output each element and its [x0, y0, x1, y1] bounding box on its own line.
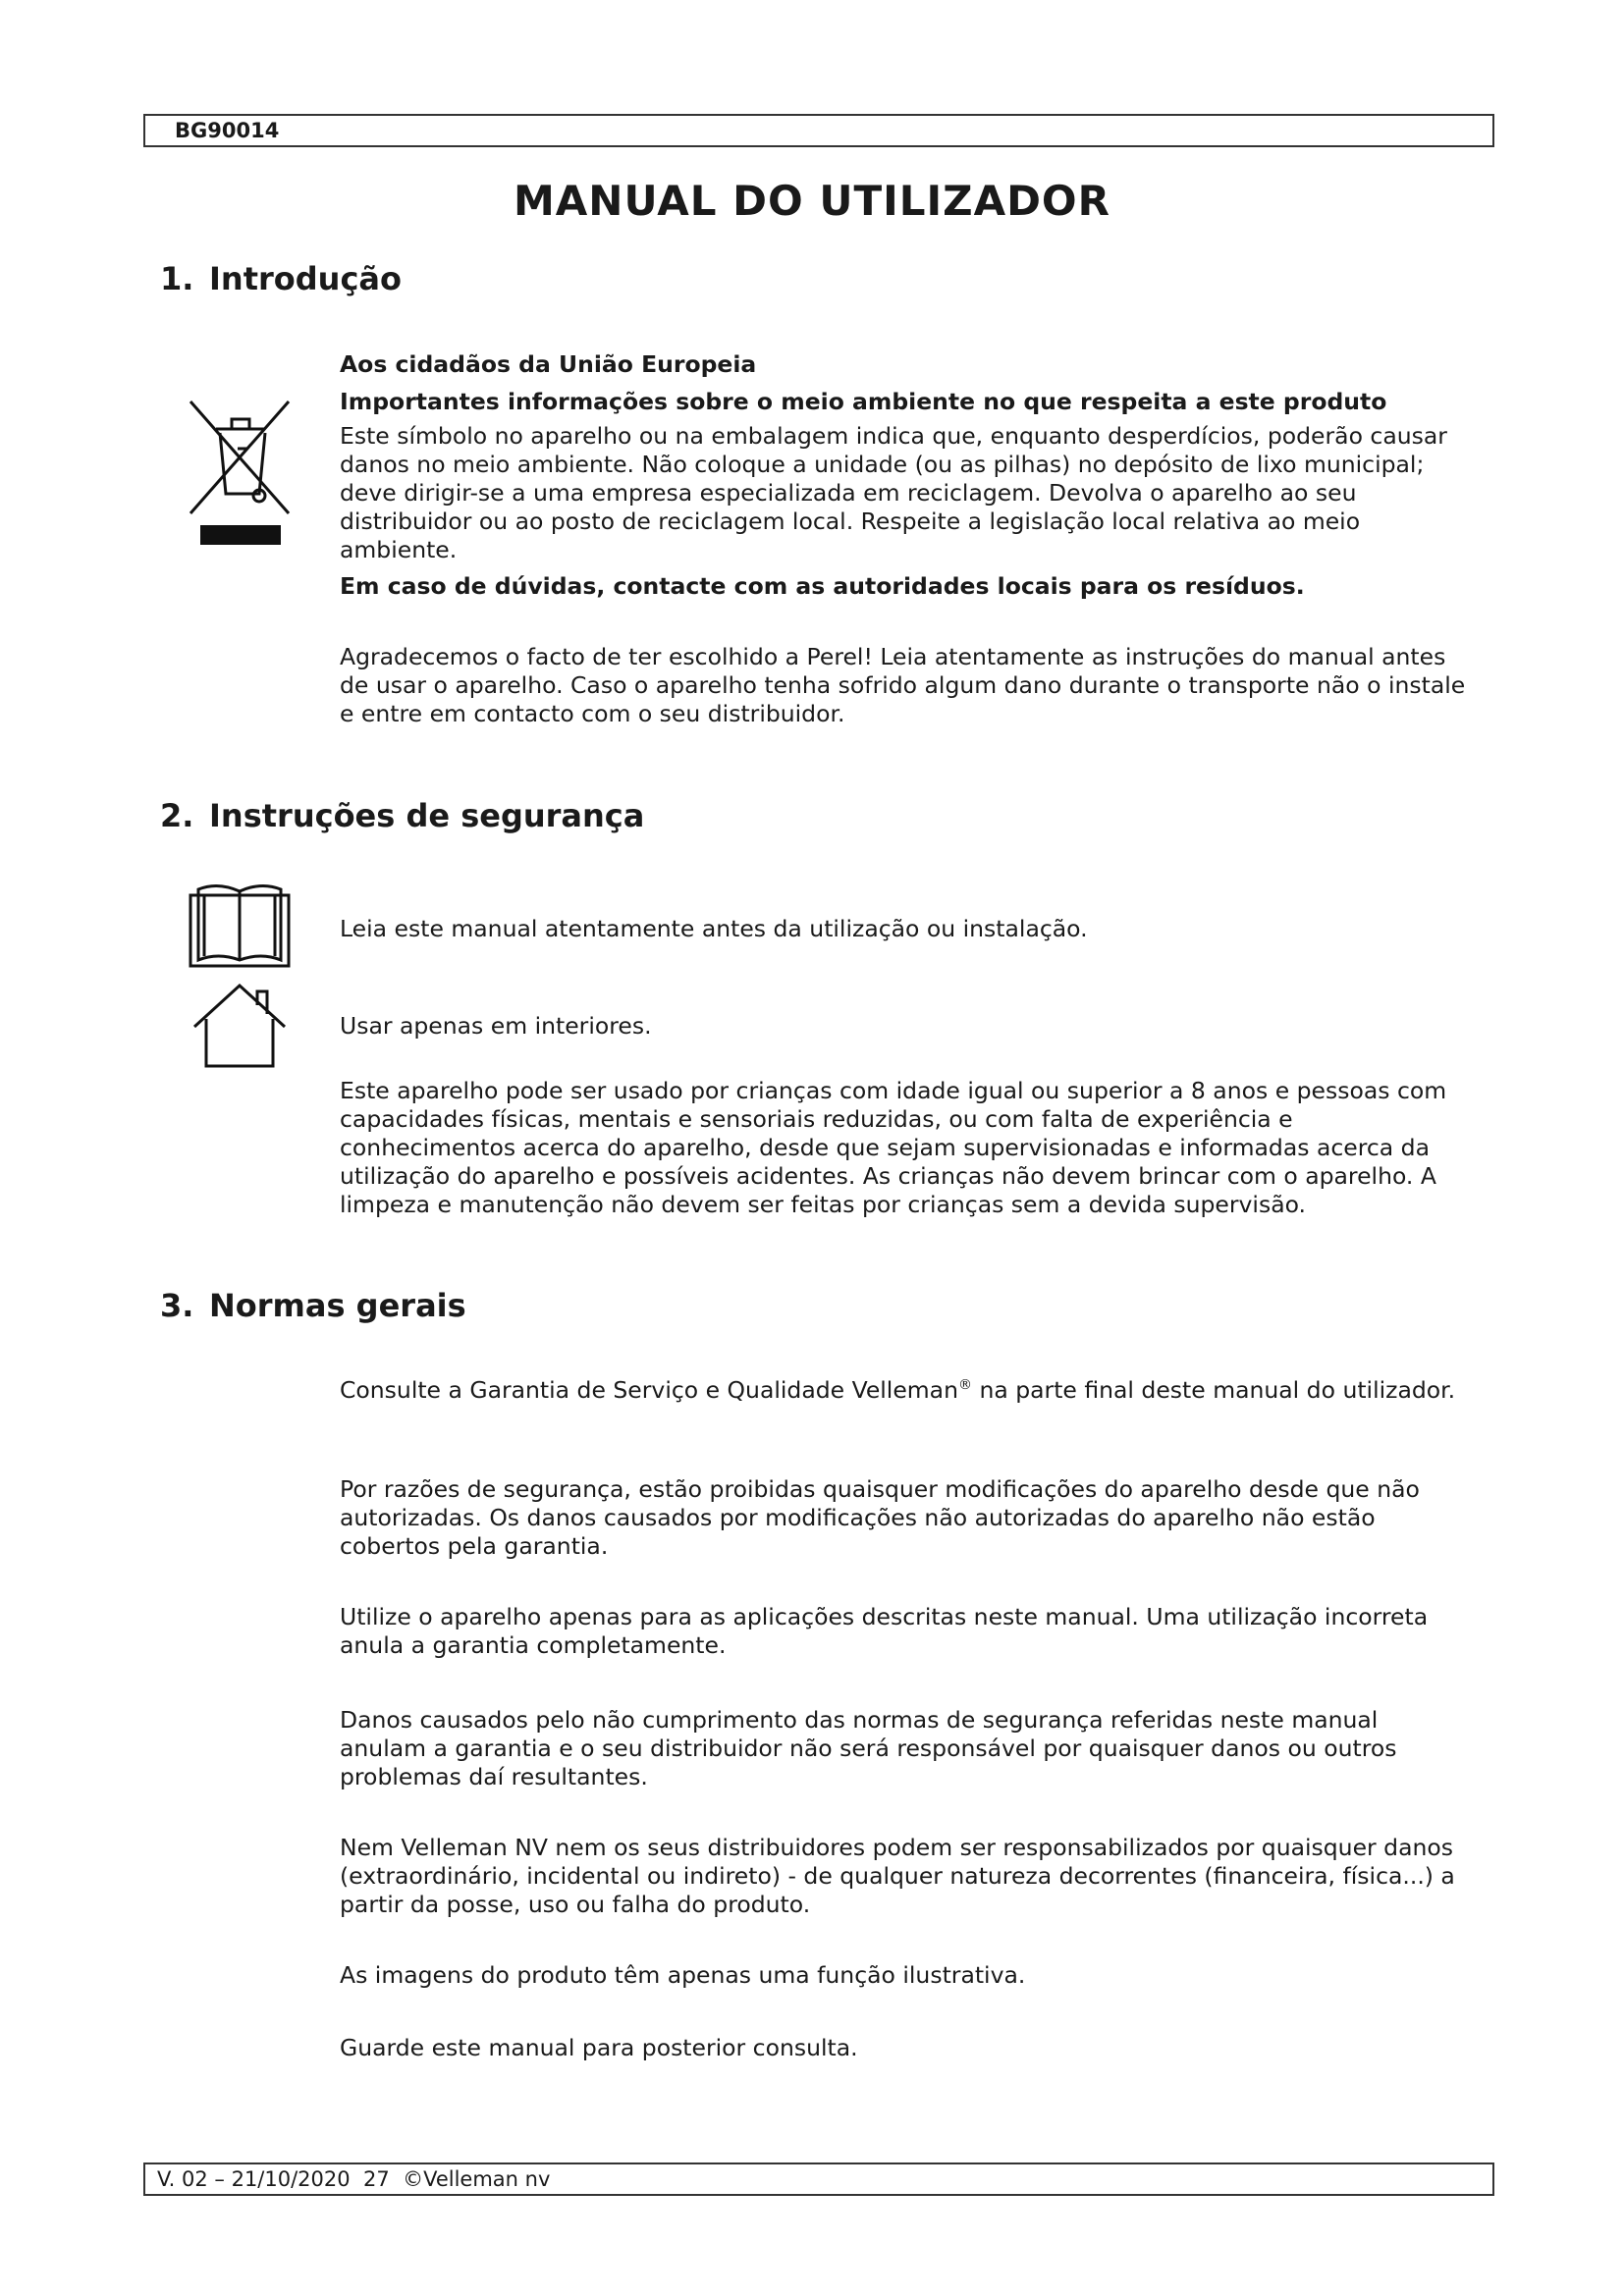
indoor-text: Usar apenas em interiores. — [340, 1012, 652, 1040]
footer-version: V. 02 – 21/10/2020 — [157, 2167, 351, 2191]
section-heading-introducao — [160, 260, 402, 297]
registered-mark: ® — [957, 1377, 972, 1394]
footer-box — [143, 2163, 1494, 2196]
page-title: MANUAL DO UTILIZADOR — [514, 177, 1110, 225]
footer-copyright: ©Velleman nv — [403, 2167, 551, 2191]
section-heading-seguranca — [160, 797, 644, 834]
warranty-text — [340, 1376, 1469, 1405]
warranty-text-start: Consulte a Garantia de Serviço e Qualidade Velleman — [340, 1376, 958, 1404]
section-title: Introdução — [209, 260, 402, 297]
general-paragraph: Guarde este manual para posterior consulta. — [340, 2034, 858, 2061]
section-title: Normas gerais — [209, 1287, 466, 1324]
read-manual-text: Leia este manual atentamente antes da utilização ou instalação. — [340, 915, 1088, 942]
indoor-house-icon — [190, 982, 289, 1070]
eu-citizens-title: Aos cidadãos da União Europeia — [340, 350, 757, 378]
env-contact-text: Em caso de dúvidas, contacte com as autoridades locais para os resíduos. — [340, 572, 1305, 600]
section-number: 2. — [160, 797, 194, 834]
env-info-text: Este símbolo no aparelho ou na embalagem indica que, enquanto desperdícios, poderão causar danos no meio ambiente. Não coloque a unidade (ou as pilhas) no depósito de lixo municipal; deve dirigir-se a uma empresa especializada em reciclagem. Devolva o aparelho ao seu distribuidor ou ao posto de reciclagem local. Respeite a legislação local relativa ao meio ambiente. — [340, 422, 1447, 563]
footer-page-number: 27 — [362, 2167, 390, 2191]
general-paragraph: Danos causados pelo não cumprimento das normas de segurança referidas neste manual anulam a garantia e o seu distribuidor não será responsável por quaisquer danos ou outros problemas daí resultantes. — [340, 1706, 1397, 1790]
header-box — [143, 114, 1494, 147]
section-title: Instruções de segurança — [209, 797, 645, 834]
section-number: 3. — [160, 1287, 194, 1324]
general-paragraph: Nem Velleman NV nem os seus distribuidores podem ser responsabilizados por quaisquer danos (extraordinário, incidental ou indireto) - de qualquer natureza decorrentes (financeira, física...) a partir da posse, uso ou falha do produto. — [340, 1834, 1455, 1918]
children-text: Este aparelho pode ser usado por crianças com idade igual ou superior a 8 anos e pessoas com capacidades físicas, mentais e sensoriais reduzidas, ou com falta de experiência e conhecimentos acerca do aparelho, desde que sejam supervisionadas e informadas acerca da utilização do aparelho e possíveis acidentes. As crianças não devem brincar com o aparelho. A limpeza e manutenção não devem ser feitas por crianças sem a devida supervisão. — [340, 1077, 1447, 1218]
product-code: BG90014 — [175, 119, 280, 142]
section-heading-normas — [160, 1287, 466, 1324]
env-info-title: Importantes informações sobre o meio ambiente no que respeita a este produto — [340, 388, 1387, 415]
thanks-text: Agradecemos o facto de ter escolhido a Perel! Leia atentamente as instruções do manual antes de usar o aparelho. Caso o aparelho tenha sofrido algum dano durante o transporte não o instale e entre em contacto com o seu distribuidor. — [340, 643, 1466, 727]
read-manual-icon — [189, 881, 291, 968]
warranty-text-end: na parte final deste manual do utilizador. — [971, 1376, 1456, 1404]
weee-bin-icon — [187, 398, 295, 550]
section-number: 1. — [160, 260, 194, 297]
general-paragraph: Por razões de segurança, estão proibidas quaisquer modificações do aparelho desde que não autorizadas. Os danos causados por modificações não autorizadas do aparelho não estão cobertos pela garantia. — [340, 1475, 1420, 1560]
general-paragraph: Utilize o aparelho apenas para as aplicações descritas neste manual. Uma utilização incorreta anula a garantia completamente. — [340, 1603, 1429, 1659]
general-paragraph: As imagens do produto têm apenas uma função ilustrativa. — [340, 1961, 1026, 1989]
